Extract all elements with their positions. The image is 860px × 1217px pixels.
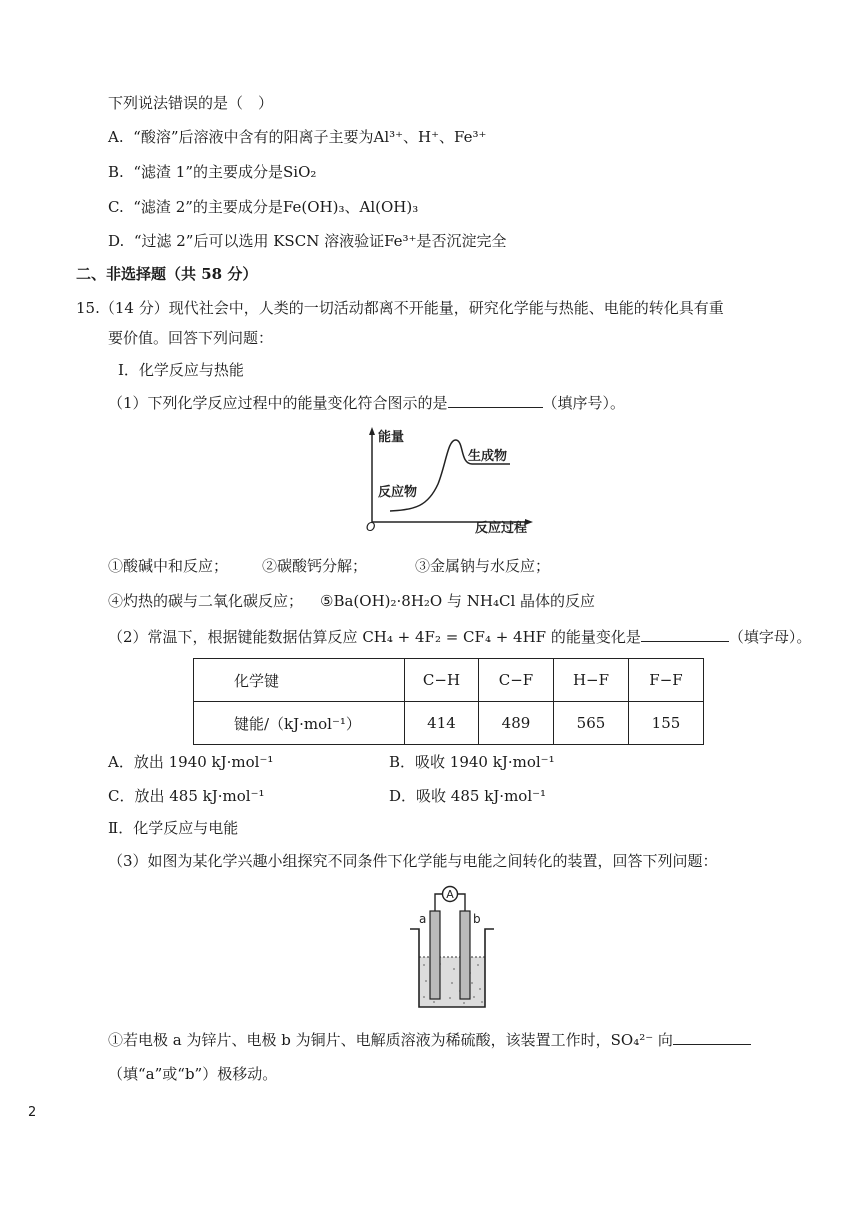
option-text-end: 是否沉淀完全	[416, 232, 507, 250]
choice-2: ②碳酸钙分解；	[262, 557, 368, 575]
product-label: 生成物	[468, 449, 508, 464]
sub2-text: （2）常温下，根据键能数据估算反应 CH₄ + 4F₂ = CF₄ + 4HF 的能量变化是	[108, 628, 641, 646]
electrode-b	[460, 911, 470, 999]
table-row	[194, 702, 704, 745]
wire-left	[435, 894, 443, 911]
table-cell: 489	[479, 702, 554, 745]
sub3-question: （3）如图为某化学兴趣小组探究不同条件下化学能与电能之间转化的装置，回答下列问题：	[108, 852, 718, 870]
option-letter: D.	[108, 232, 125, 250]
table-cell: 414	[405, 702, 479, 745]
sub3-q1-text: ①若电极 a 为锌片、电极 b 为铜片、电解质溶液为稀硫酸，该装置工作时，SO₄²⁻ 向	[108, 1031, 673, 1049]
q14-prompt: 下列说法错误的是（ ）	[108, 94, 274, 112]
option-letter: A.	[108, 128, 124, 146]
option-text: “过滤 2”后可以选用 KSCN 溶液验证	[133, 232, 385, 250]
option-letter: C.	[108, 198, 124, 216]
answer-blank[interactable]	[673, 1030, 751, 1045]
sub2-question	[108, 627, 811, 647]
y-axis-arrow	[369, 427, 375, 435]
bond-energy-table	[193, 658, 704, 745]
table-header-cell: C−F	[479, 659, 554, 702]
option-text: “滤渣 2”的主要成分是	[133, 198, 283, 216]
sub2-option-d: D．吸收 485 kJ·mol⁻¹	[389, 787, 547, 805]
table-header-cell: C−H	[405, 659, 479, 702]
part1-title: Ⅰ．化学反应与热能	[118, 361, 244, 379]
table-row-label: 键能/（kJ·mol⁻¹）	[194, 702, 405, 745]
q15-intro-line1: 15.（14 分）现代社会中，人类的一切活动都离不开能量，研究化学能与热能、电能的转化具有重	[76, 299, 724, 317]
sub1-text: （1）下列化学反应过程中的能量变化符合图示的是	[108, 394, 448, 412]
x-axis-label: 反应过程	[475, 521, 528, 534]
q15-intro-line2: 要价值。回答下列问题：	[108, 329, 274, 347]
sub3-q1	[108, 1030, 751, 1050]
option-chem: Fe(OH)₃、Al(OH)₃	[282, 198, 419, 216]
electrolytic-apparatus	[402, 885, 502, 1011]
answer-blank[interactable]	[448, 393, 543, 408]
table-header-row	[194, 659, 704, 702]
choice-5: ⑤Ba(OH)₂·8H₂O 与 NH₄Cl 晶体的反应	[320, 592, 596, 610]
ammeter-label: A	[446, 888, 454, 901]
sub2-option-c: C．放出 485 kJ·mol⁻¹	[108, 787, 265, 805]
sub1-text-end: （填序号）。	[542, 394, 626, 412]
part2-title: Ⅱ．化学反应与电能	[108, 819, 239, 837]
option-letter: B.	[108, 163, 124, 181]
option-chem: SiO₂	[283, 163, 317, 181]
option-chem: Fe³⁺	[384, 232, 417, 250]
option-chem: Al³⁺、H⁺、Fe³⁺	[373, 128, 487, 146]
reactant-label: 反应物	[378, 485, 418, 500]
sub2-option-a: A．放出 1940 kJ·mol⁻¹	[108, 753, 274, 771]
q14-option-c	[108, 197, 418, 217]
option-text: “滤渣 1”的主要成分是	[133, 163, 283, 181]
electrode-a-label: a	[419, 912, 427, 926]
page-number: 2	[28, 1105, 37, 1120]
table-header-cell: H−F	[554, 659, 629, 702]
choice-1: ①酸碱中和反应；	[108, 557, 229, 575]
sub1-question	[108, 393, 625, 413]
table-header-cell: F−F	[629, 659, 704, 702]
sub2-option-b: B．吸收 1940 kJ·mol⁻¹	[389, 753, 555, 771]
table-cell: 565	[554, 702, 629, 745]
q14-option-b	[108, 162, 316, 182]
choice-4: ④灼热的碳与二氧化碳反应；	[108, 592, 304, 610]
energy-diagram	[360, 424, 535, 534]
answer-blank[interactable]	[641, 627, 729, 642]
electrode-a	[430, 911, 440, 999]
table-cell: 155	[629, 702, 704, 745]
q14-option-a	[108, 127, 486, 147]
q14-option-d	[108, 231, 507, 251]
table-header-cell: 化学键	[194, 659, 405, 702]
sub3-q1-line2: （填“a”或“b”）极移动。	[108, 1065, 278, 1083]
origin-label: O	[366, 520, 376, 534]
wire-right	[457, 894, 465, 911]
sub2-text-end: （填字母）。	[728, 628, 812, 646]
choice-3: ③金属钠与水反应；	[415, 557, 551, 575]
y-axis-label: 能量	[378, 430, 405, 445]
section-heading: 二、非选择题（共 58 分）	[76, 265, 258, 283]
option-text: “酸溶”后溶液中含有的阳离子主要为	[133, 128, 374, 146]
solution-fill	[419, 957, 485, 1007]
electrode-b-label: b	[473, 912, 481, 926]
